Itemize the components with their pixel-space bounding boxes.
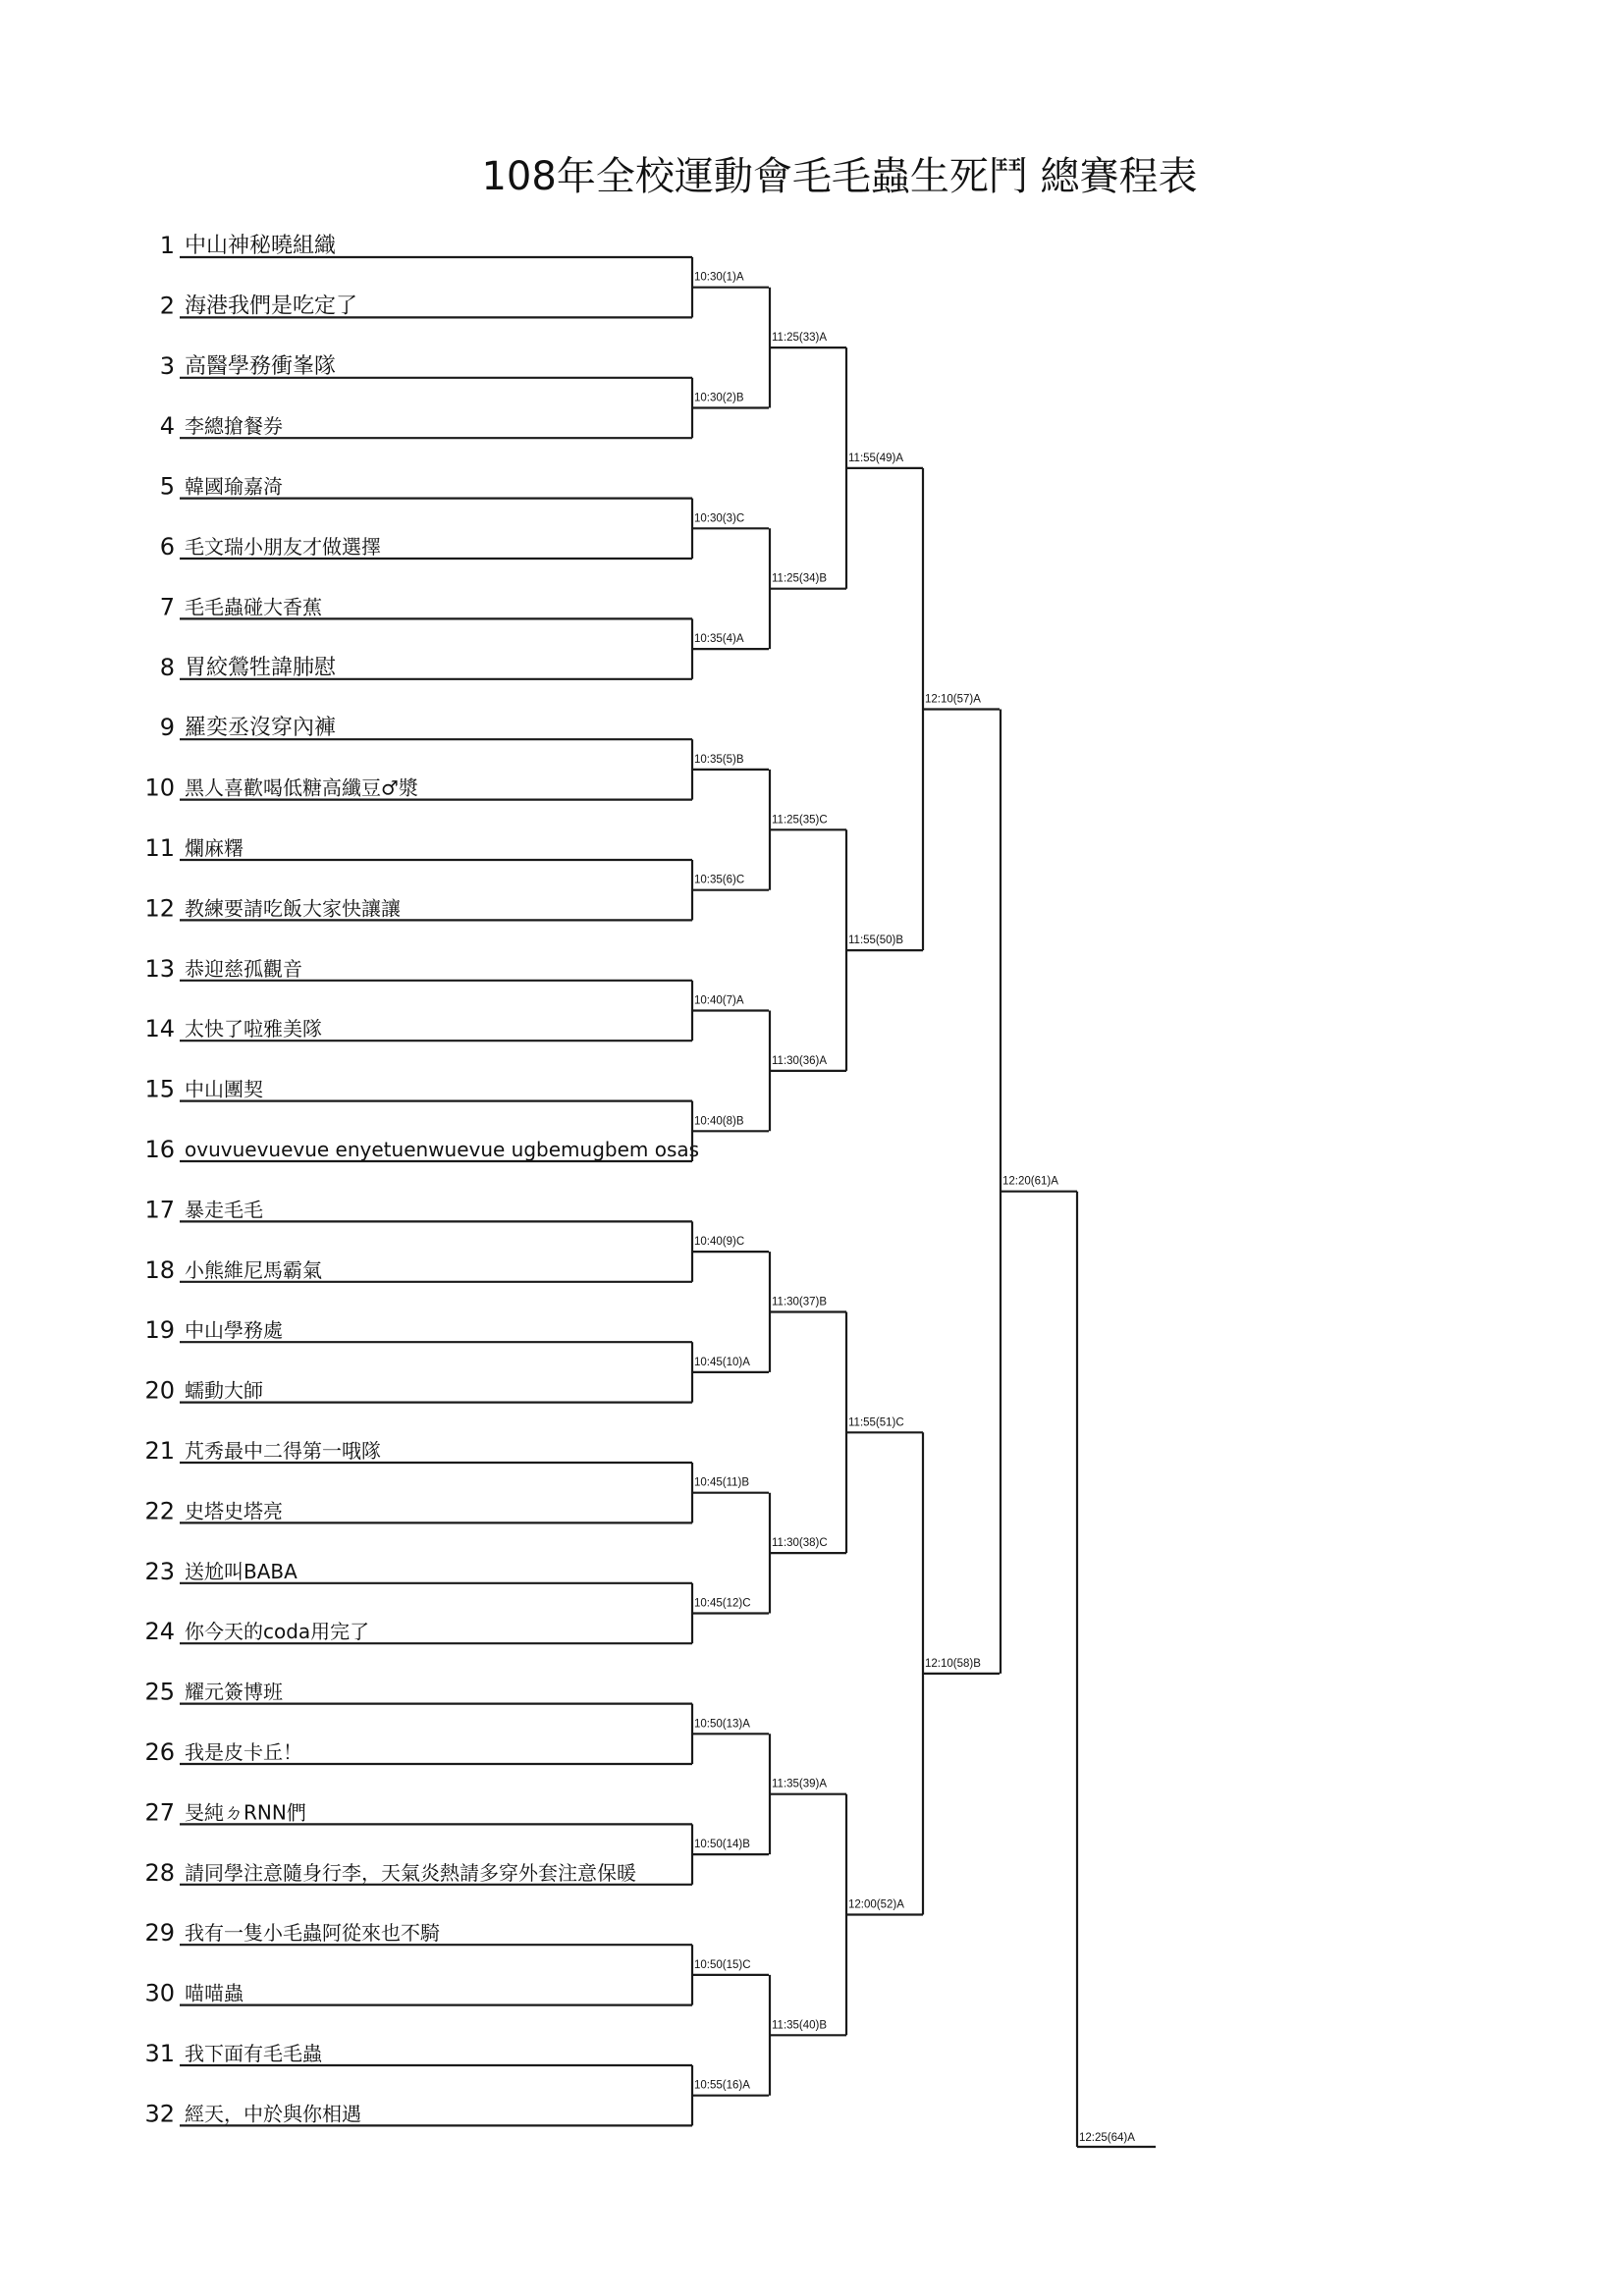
team-seed: 6 — [159, 533, 175, 561]
team-name: 我下面有毛毛蟲 — [185, 2042, 322, 2065]
team-name: 芃秀最中二得第一哦隊 — [185, 1439, 381, 1463]
team-seed: 5 — [159, 472, 175, 501]
match-label: 11:55(50)B — [848, 934, 904, 947]
team-name: 黑人喜歡喝低糖高纖豆♂漿 — [185, 775, 418, 800]
match-label: 11:30(36)A — [772, 1054, 828, 1067]
team-seed: 27 — [144, 1798, 175, 1827]
match-label: 10:50(13)A — [694, 1718, 750, 1731]
team-name: 毛毛蟲碰大香蕉 — [185, 595, 322, 619]
match-label: 12:20(61)A — [1002, 1175, 1058, 1188]
team-name: 太快了啦雅美隊 — [185, 1017, 322, 1041]
match-label: 10:35(5)B — [694, 753, 744, 766]
match-label: 11:30(37)B — [772, 1296, 828, 1308]
team-name: 耀元簽博班 — [185, 1680, 283, 1704]
match-label: 12:10(57)A — [925, 693, 981, 706]
team-name: 恭迎慈孤觀音 — [185, 956, 302, 981]
team-name: 胃絞鶯牲諱肺慰 — [185, 655, 337, 680]
team-name: 李總搶餐券 — [185, 414, 283, 439]
team-seed: 25 — [144, 1678, 175, 1706]
team-seed: 18 — [144, 1255, 175, 1284]
team-name: 小熊維尼馬霸氣 — [185, 1257, 322, 1282]
team-seed: 28 — [144, 1858, 175, 1887]
match-label: 10:35(6)C — [694, 874, 745, 886]
team-name: ovuvuevuevue enyetuenwuevue ugbemugbem osas — [185, 1138, 700, 1161]
team-seed: 8 — [159, 653, 175, 681]
team-name: 喵喵蟲 — [185, 1981, 244, 2005]
match-label: 11:25(33)A — [772, 332, 828, 345]
team-seed: 10 — [144, 774, 175, 802]
team-seed: 4 — [159, 412, 175, 441]
match-label: 11:25(35)C — [772, 814, 828, 827]
match-label: 11:25(34)B — [772, 572, 828, 585]
match-label: 12:00(52)A — [848, 1898, 904, 1911]
match-label: 10:45(12)C — [694, 1597, 751, 1610]
team-seed: 9 — [159, 714, 175, 742]
team-name: 我是皮卡丘！ — [185, 1740, 302, 1764]
match-label: 10:40(8)B — [694, 1115, 744, 1128]
team-name: 海港我們是吃定了 — [185, 294, 358, 319]
team-seed: 21 — [144, 1437, 175, 1465]
match-label: 11:30(38)C — [772, 1537, 828, 1550]
page-title: 108年全校運動會毛毛蟲生死鬥 總賽程表 — [481, 154, 1198, 199]
match-label: 12:25(64)A — [1079, 2132, 1135, 2144]
team-seed: 22 — [144, 1497, 175, 1525]
team-name: 爛麻糬 — [185, 836, 244, 860]
match-label: 10:35(4)A — [694, 633, 744, 646]
match-label: 10:50(15)C — [694, 1958, 751, 1971]
team-name: 中山團契 — [185, 1077, 263, 1101]
match-label: 10:40(7)A — [694, 994, 744, 1007]
team-seed: 20 — [144, 1376, 175, 1405]
match-label: 10:40(9)C — [694, 1236, 745, 1249]
team-name: 高醫學務衝峯隊 — [185, 353, 337, 379]
match-label: 11:35(40)B — [772, 2019, 828, 2032]
match-label: 12:10(58)B — [925, 1657, 981, 1670]
team-name: 請同學注意隨身行李，天氣炎熱請多穿外套注意保暖 — [185, 1860, 636, 1885]
team-name: 中山學務處 — [185, 1318, 283, 1343]
team-seed: 26 — [144, 1738, 175, 1766]
match-label: 10:55(16)A — [694, 2079, 750, 2092]
team-seed: 15 — [144, 1075, 175, 1103]
team-seed: 23 — [144, 1557, 175, 1585]
team-seed: 11 — [144, 834, 175, 862]
match-label: 11:55(49)A — [848, 452, 904, 464]
team-name: 史塔史塔亮 — [185, 1499, 283, 1523]
match-label: 10:30(1)A — [694, 271, 744, 284]
team-seed: 19 — [144, 1316, 175, 1345]
team-name: 韓國瑜嘉渏 — [185, 474, 283, 499]
team-name: 毛文瑞小朋友才做選擇 — [185, 535, 381, 559]
team-name: 旻純ㄉRNN們 — [185, 1800, 306, 1825]
team-seed: 29 — [144, 1919, 175, 1948]
team-seed: 30 — [144, 1979, 175, 2007]
team-seed: 24 — [144, 1618, 175, 1646]
match-label: 10:50(14)B — [694, 1839, 750, 1851]
match-label: 10:45(10)A — [694, 1356, 750, 1368]
team-seed: 31 — [144, 2040, 175, 2067]
team-name: 中山神秘曉組織 — [185, 234, 337, 258]
team-name: 你今天的coda用完了 — [185, 1620, 370, 1644]
team-seed: 17 — [144, 1196, 175, 1224]
team-name: 羅奕丞沒穿內褲 — [185, 716, 337, 741]
team-name: 暴走毛毛 — [185, 1198, 263, 1222]
team-seed: 16 — [144, 1136, 175, 1163]
team-seed: 7 — [159, 593, 175, 621]
team-name: 經天，中於與你相遇 — [185, 2102, 361, 2126]
match-label: 10:30(2)B — [694, 392, 744, 404]
team-seed: 14 — [144, 1015, 175, 1043]
team-seed: 12 — [144, 894, 175, 923]
team-seed: 13 — [144, 954, 175, 983]
team-seed: 3 — [159, 351, 175, 380]
team-name: 我有一隻小毛蟲阿從來也不騎 — [185, 1921, 440, 1946]
team-name: 教練要請吃飯大家快讓讓 — [185, 896, 401, 921]
team-seed: 1 — [159, 232, 175, 259]
match-label: 11:35(39)A — [772, 1778, 828, 1790]
match-label: 10:30(3)C — [694, 512, 745, 525]
match-label: 10:45(11)B — [694, 1476, 750, 1489]
team-seed: 2 — [159, 292, 175, 320]
team-name: 蠕動大師 — [185, 1378, 263, 1403]
team-name: 送尬叫BABA — [185, 1559, 298, 1583]
team-seed: 32 — [144, 2100, 175, 2128]
match-label: 11:55(51)C — [848, 1416, 904, 1429]
